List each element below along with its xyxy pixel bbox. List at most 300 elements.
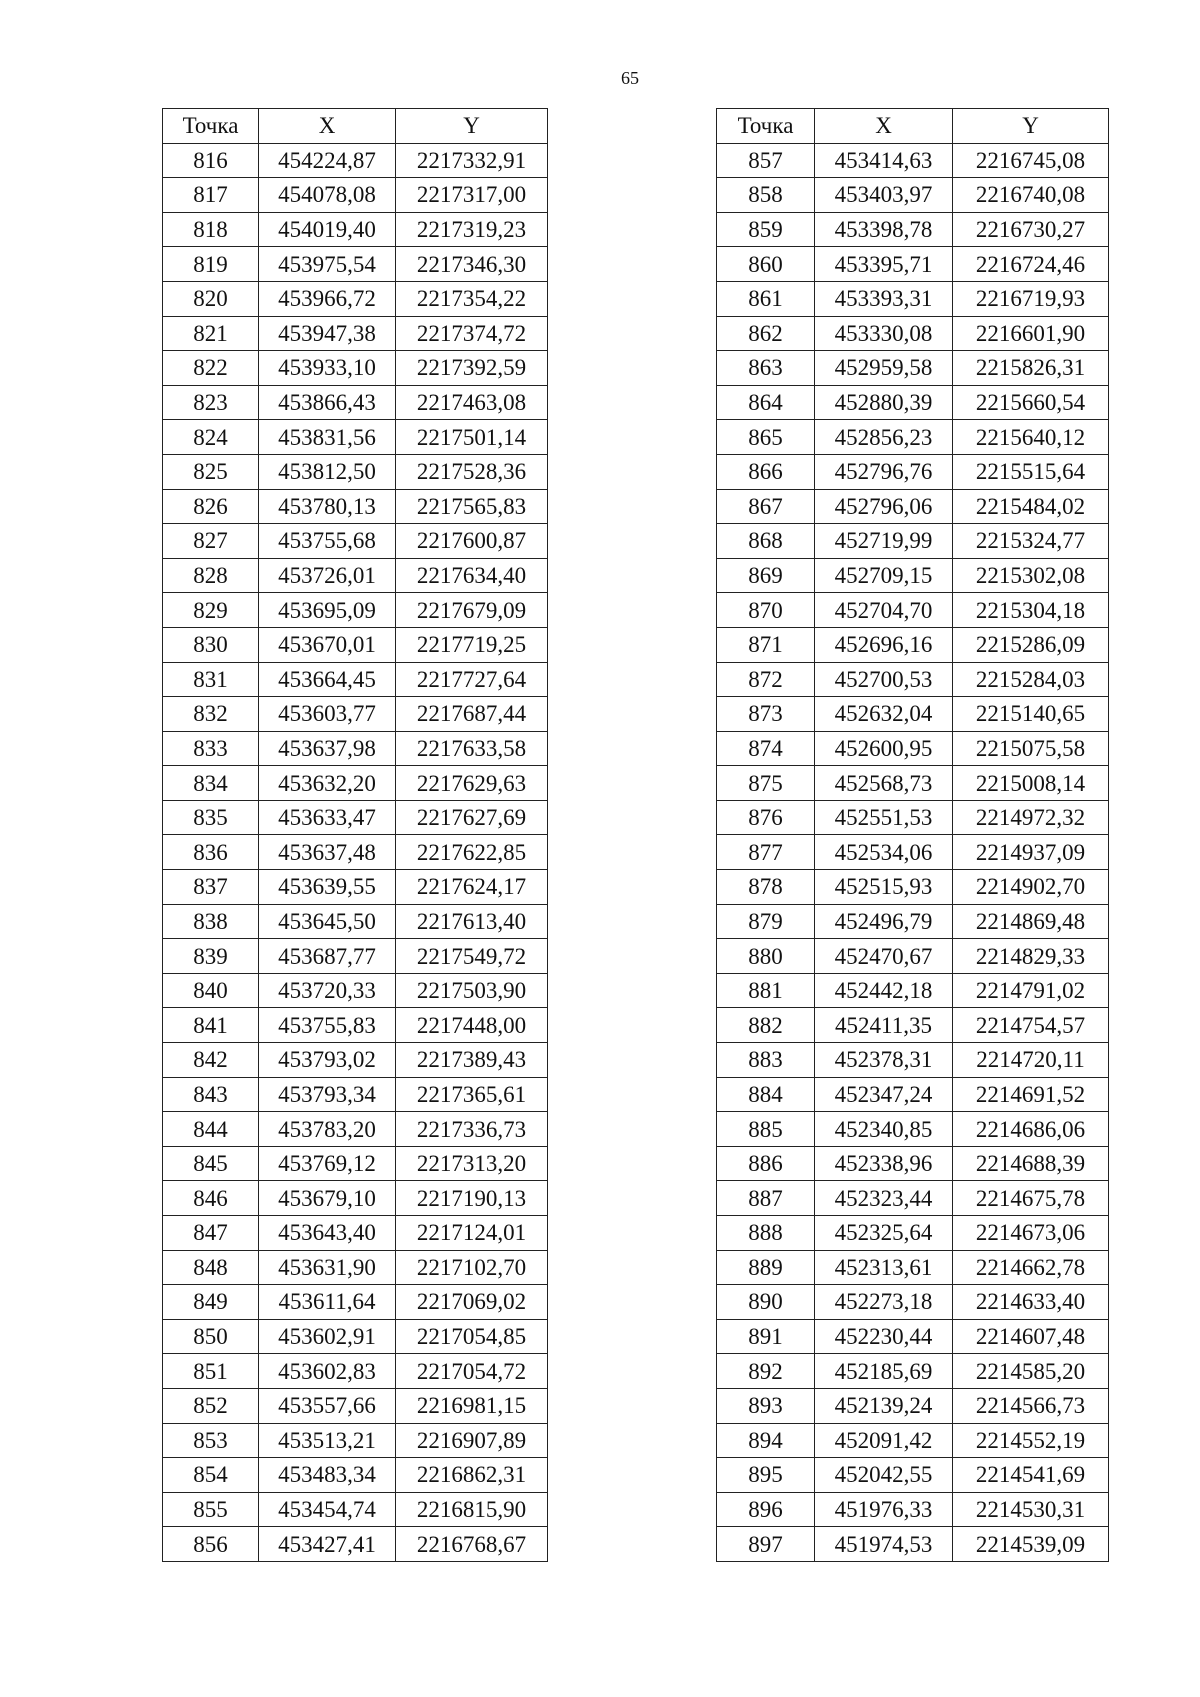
table-row <box>163 904 548 939</box>
cell-point: 847 <box>163 1216 259 1251</box>
table-row <box>163 1077 548 1112</box>
cell-x: 453975,54 <box>259 247 396 282</box>
table-row <box>717 662 1109 697</box>
cell-point: 836 <box>163 835 259 870</box>
cell-y: 2217102,70 <box>396 1250 548 1285</box>
cell-x: 453557,66 <box>259 1388 396 1423</box>
cell-x: 454078,08 <box>259 178 396 213</box>
cell-point: 873 <box>717 697 815 732</box>
cell-x: 453664,45 <box>259 662 396 697</box>
cell-y: 2217600,87 <box>396 524 548 559</box>
cell-y: 2217374,72 <box>396 316 548 351</box>
table-row <box>163 1458 548 1493</box>
cell-y: 2214566,73 <box>953 1388 1109 1423</box>
cell-y: 2215284,03 <box>953 662 1109 697</box>
cell-y: 2214530,31 <box>953 1492 1109 1527</box>
table-header-row <box>717 109 1109 144</box>
cell-y: 2217448,00 <box>396 1008 548 1043</box>
table-row <box>163 1388 548 1423</box>
cell-x: 453414,63 <box>815 143 953 178</box>
table-row <box>717 1527 1109 1562</box>
cell-point: 851 <box>163 1354 259 1389</box>
cell-x: 452959,58 <box>815 351 953 386</box>
cell-x: 452600,95 <box>815 731 953 766</box>
cell-x: 452470,67 <box>815 939 953 974</box>
cell-x: 453513,21 <box>259 1423 396 1458</box>
cell-point: 822 <box>163 351 259 386</box>
table-row <box>717 420 1109 455</box>
cell-y: 2217317,00 <box>396 178 548 213</box>
cell-x: 452313,61 <box>815 1250 953 1285</box>
cell-x: 452568,73 <box>815 766 953 801</box>
cell-y: 2214633,40 <box>953 1285 1109 1320</box>
column-header-y: Y <box>396 109 548 144</box>
table-row <box>163 1319 548 1354</box>
table-row <box>717 1146 1109 1181</box>
table-row <box>163 178 548 213</box>
cell-point: 890 <box>717 1285 815 1320</box>
cell-y: 2215140,65 <box>953 697 1109 732</box>
cell-y: 2217679,09 <box>396 593 548 628</box>
cell-y: 2217069,02 <box>396 1285 548 1320</box>
cell-point: 826 <box>163 489 259 524</box>
table-row <box>717 800 1109 835</box>
cell-point: 838 <box>163 904 259 939</box>
cell-point: 855 <box>163 1492 259 1527</box>
cell-point: 895 <box>717 1458 815 1493</box>
cell-x: 453611,64 <box>259 1285 396 1320</box>
cell-x: 452696,16 <box>815 627 953 662</box>
cell-x: 452325,64 <box>815 1216 953 1251</box>
cell-x: 453395,71 <box>815 247 953 282</box>
cell-x: 452796,76 <box>815 454 953 489</box>
cell-point: 846 <box>163 1181 259 1216</box>
cell-y: 2214691,52 <box>953 1077 1109 1112</box>
cell-point: 878 <box>717 870 815 905</box>
cell-y: 2215075,58 <box>953 731 1109 766</box>
cell-point: 821 <box>163 316 259 351</box>
table-row <box>717 1285 1109 1320</box>
cell-x: 453632,20 <box>259 766 396 801</box>
cell-x: 452551,53 <box>815 800 953 835</box>
cell-x: 453602,91 <box>259 1319 396 1354</box>
cell-point: 867 <box>717 489 815 524</box>
cell-point: 887 <box>717 1181 815 1216</box>
column-header-x: X <box>815 109 953 144</box>
table-row <box>163 593 548 628</box>
cell-point: 871 <box>717 627 815 662</box>
table-row <box>163 939 548 974</box>
cell-y: 2217054,85 <box>396 1319 548 1354</box>
cell-point: 844 <box>163 1112 259 1147</box>
cell-point: 816 <box>163 143 259 178</box>
cell-point: 830 <box>163 627 259 662</box>
table-row <box>717 1492 1109 1527</box>
table-row <box>717 1043 1109 1078</box>
cell-point: 893 <box>717 1388 815 1423</box>
cell-point: 854 <box>163 1458 259 1493</box>
table-row <box>717 697 1109 732</box>
table-row <box>163 420 548 455</box>
table-row <box>163 697 548 732</box>
cell-x: 453947,38 <box>259 316 396 351</box>
table-row <box>163 1216 548 1251</box>
cell-y: 2214754,57 <box>953 1008 1109 1043</box>
cell-y: 2215515,64 <box>953 454 1109 489</box>
table-row <box>717 212 1109 247</box>
cell-y: 2217190,13 <box>396 1181 548 1216</box>
table-row <box>717 627 1109 662</box>
cell-point: 882 <box>717 1008 815 1043</box>
cell-point: 849 <box>163 1285 259 1320</box>
table-row <box>163 1008 548 1043</box>
cell-point: 881 <box>717 973 815 1008</box>
table-row <box>163 800 548 835</box>
table-row <box>163 281 548 316</box>
page-number: 65 <box>621 68 639 88</box>
cell-point: 880 <box>717 939 815 974</box>
cell-y: 2216601,90 <box>953 316 1109 351</box>
cell-point: 872 <box>717 662 815 697</box>
table-row <box>163 454 548 489</box>
cell-x: 452185,69 <box>815 1354 953 1389</box>
cell-x: 453769,12 <box>259 1146 396 1181</box>
cell-y: 2214902,70 <box>953 870 1109 905</box>
cell-y: 2217054,72 <box>396 1354 548 1389</box>
cell-point: 859 <box>717 212 815 247</box>
table-row <box>717 247 1109 282</box>
table-row <box>163 973 548 1008</box>
cell-y: 2216815,90 <box>396 1492 548 1527</box>
table-row <box>163 385 548 420</box>
cell-point: 841 <box>163 1008 259 1043</box>
cell-x: 453687,77 <box>259 939 396 974</box>
cell-y: 2216907,89 <box>396 1423 548 1458</box>
table-row <box>163 627 548 662</box>
cell-y: 2217503,90 <box>396 973 548 1008</box>
table-row <box>717 1077 1109 1112</box>
table-row <box>717 558 1109 593</box>
cell-y: 2217528,36 <box>396 454 548 489</box>
cell-y: 2217336,73 <box>396 1112 548 1147</box>
cell-y: 2214541,69 <box>953 1458 1109 1493</box>
table-row <box>717 385 1109 420</box>
table-row <box>163 212 548 247</box>
cell-x: 454019,40 <box>259 212 396 247</box>
cell-y: 2215286,09 <box>953 627 1109 662</box>
table-row <box>717 351 1109 386</box>
cell-point: 877 <box>717 835 815 870</box>
cell-x: 453639,55 <box>259 870 396 905</box>
table-row <box>163 524 548 559</box>
cell-x: 452796,06 <box>815 489 953 524</box>
cell-y: 2217354,22 <box>396 281 548 316</box>
cell-point: 856 <box>163 1527 259 1562</box>
table-row <box>717 1216 1109 1251</box>
cell-y: 2217346,30 <box>396 247 548 282</box>
cell-y: 2216724,46 <box>953 247 1109 282</box>
cell-y: 2217549,72 <box>396 939 548 974</box>
cell-x: 453966,72 <box>259 281 396 316</box>
cell-y: 2217319,23 <box>396 212 548 247</box>
cell-y: 2216862,31 <box>396 1458 548 1493</box>
table-row <box>163 662 548 697</box>
cell-point: 884 <box>717 1077 815 1112</box>
coordinates-table-right <box>716 108 1109 1562</box>
cell-y: 2217332,91 <box>396 143 548 178</box>
table-row <box>163 351 548 386</box>
cell-point: 861 <box>717 281 815 316</box>
cell-x: 453679,10 <box>259 1181 396 1216</box>
table-row <box>717 1423 1109 1458</box>
cell-x: 453695,09 <box>259 593 396 628</box>
cell-y: 2215826,31 <box>953 351 1109 386</box>
cell-point: 853 <box>163 1423 259 1458</box>
cell-point: 892 <box>717 1354 815 1389</box>
cell-point: 875 <box>717 766 815 801</box>
table-row <box>717 1319 1109 1354</box>
cell-point: 868 <box>717 524 815 559</box>
column-header-y: Y <box>953 109 1109 144</box>
cell-y: 2217313,20 <box>396 1146 548 1181</box>
cell-point: 819 <box>163 247 259 282</box>
table-row <box>717 143 1109 178</box>
cell-x: 452378,31 <box>815 1043 953 1078</box>
cell-x: 452709,15 <box>815 558 953 593</box>
table-row <box>163 247 548 282</box>
cell-point: 886 <box>717 1146 815 1181</box>
table-row <box>717 1008 1109 1043</box>
cell-point: 824 <box>163 420 259 455</box>
cell-y: 2214673,06 <box>953 1216 1109 1251</box>
cell-x: 452700,53 <box>815 662 953 697</box>
cell-x: 453330,08 <box>815 316 953 351</box>
cell-point: 863 <box>717 351 815 386</box>
cell-x: 453645,50 <box>259 904 396 939</box>
cell-y: 2215640,12 <box>953 420 1109 455</box>
table-row <box>717 1250 1109 1285</box>
cell-y: 2214585,20 <box>953 1354 1109 1389</box>
cell-point: 889 <box>717 1250 815 1285</box>
cell-y: 2217501,14 <box>396 420 548 455</box>
table-row <box>717 316 1109 351</box>
cell-point: 885 <box>717 1112 815 1147</box>
cell-y: 2214607,48 <box>953 1319 1109 1354</box>
cell-x: 453755,68 <box>259 524 396 559</box>
table-row <box>163 1043 548 1078</box>
cell-x: 453637,48 <box>259 835 396 870</box>
cell-point: 820 <box>163 281 259 316</box>
cell-point: 857 <box>717 143 815 178</box>
cell-x: 453637,98 <box>259 731 396 766</box>
cell-x: 453780,13 <box>259 489 396 524</box>
cell-x: 453633,47 <box>259 800 396 835</box>
cell-y: 2215324,77 <box>953 524 1109 559</box>
table-row <box>717 1112 1109 1147</box>
cell-x: 453831,56 <box>259 420 396 455</box>
cell-x: 452856,23 <box>815 420 953 455</box>
cell-point: 860 <box>717 247 815 282</box>
table-row <box>717 593 1109 628</box>
cell-y: 2214829,33 <box>953 939 1109 974</box>
cell-x: 452273,18 <box>815 1285 953 1320</box>
cell-x: 452880,39 <box>815 385 953 420</box>
cell-y: 2217624,17 <box>396 870 548 905</box>
cell-x: 453427,41 <box>259 1527 396 1562</box>
cell-point: 876 <box>717 800 815 835</box>
cell-point: 845 <box>163 1146 259 1181</box>
cell-y: 2214720,11 <box>953 1043 1109 1078</box>
cell-y: 2217565,83 <box>396 489 548 524</box>
cell-x: 453643,40 <box>259 1216 396 1251</box>
cell-x: 453793,02 <box>259 1043 396 1078</box>
cell-y: 2215484,02 <box>953 489 1109 524</box>
cell-x: 452704,70 <box>815 593 953 628</box>
table-row <box>163 316 548 351</box>
cell-point: 862 <box>717 316 815 351</box>
cell-x: 452323,44 <box>815 1181 953 1216</box>
cell-point: 865 <box>717 420 815 455</box>
cell-x: 452442,18 <box>815 973 953 1008</box>
cell-x: 453720,33 <box>259 973 396 1008</box>
cell-x: 453602,83 <box>259 1354 396 1389</box>
table-row <box>717 524 1109 559</box>
cell-x: 453812,50 <box>259 454 396 489</box>
cell-point: 829 <box>163 593 259 628</box>
cell-y: 2217627,69 <box>396 800 548 835</box>
cell-y: 2214686,06 <box>953 1112 1109 1147</box>
cell-y: 2217365,61 <box>396 1077 548 1112</box>
cell-point: 870 <box>717 593 815 628</box>
cell-point: 823 <box>163 385 259 420</box>
cell-x: 453755,83 <box>259 1008 396 1043</box>
cell-x: 452042,55 <box>815 1458 953 1493</box>
cell-point: 888 <box>717 1216 815 1251</box>
table-row <box>717 1458 1109 1493</box>
table-row <box>163 731 548 766</box>
cell-point: 835 <box>163 800 259 835</box>
table-row <box>717 939 1109 974</box>
cell-x: 452338,96 <box>815 1146 953 1181</box>
coordinates-table-left <box>162 108 548 1562</box>
table-row <box>163 1146 548 1181</box>
cell-x: 452340,85 <box>815 1112 953 1147</box>
cell-x: 453793,34 <box>259 1077 396 1112</box>
table-row <box>163 835 548 870</box>
cell-x: 452411,35 <box>815 1008 953 1043</box>
table-row <box>717 1388 1109 1423</box>
cell-y: 2216745,08 <box>953 143 1109 178</box>
cell-point: 858 <box>717 178 815 213</box>
cell-point: 869 <box>717 558 815 593</box>
cell-x: 452534,06 <box>815 835 953 870</box>
table-row <box>717 178 1109 213</box>
table-row <box>717 489 1109 524</box>
cell-point: 879 <box>717 904 815 939</box>
cell-y: 2215302,08 <box>953 558 1109 593</box>
cell-y: 2214539,09 <box>953 1527 1109 1562</box>
cell-y: 2214869,48 <box>953 904 1109 939</box>
cell-y: 2216740,08 <box>953 178 1109 213</box>
cell-x: 452347,24 <box>815 1077 953 1112</box>
table-row <box>717 766 1109 801</box>
cell-y: 2214688,39 <box>953 1146 1109 1181</box>
cell-y: 2217634,40 <box>396 558 548 593</box>
cell-y: 2215008,14 <box>953 766 1109 801</box>
cell-y: 2217124,01 <box>396 1216 548 1251</box>
cell-point: 817 <box>163 178 259 213</box>
table-row <box>163 766 548 801</box>
column-header-x: X <box>259 109 396 144</box>
table-header-row <box>163 109 548 144</box>
cell-x: 452091,42 <box>815 1423 953 1458</box>
table-row <box>163 1354 548 1389</box>
table-row <box>717 1181 1109 1216</box>
cell-x: 453866,43 <box>259 385 396 420</box>
cell-y: 2214937,09 <box>953 835 1109 870</box>
cell-y: 2217613,40 <box>396 904 548 939</box>
cell-x: 453393,31 <box>815 281 953 316</box>
cell-point: 874 <box>717 731 815 766</box>
cell-y: 2215304,18 <box>953 593 1109 628</box>
cell-point: 837 <box>163 870 259 905</box>
cell-x: 453403,97 <box>815 178 953 213</box>
cell-point: 864 <box>717 385 815 420</box>
cell-point: 831 <box>163 662 259 697</box>
table-row <box>163 143 548 178</box>
cell-point: 839 <box>163 939 259 974</box>
cell-x: 454224,87 <box>259 143 396 178</box>
cell-y: 2216730,27 <box>953 212 1109 247</box>
cell-y: 2215660,54 <box>953 385 1109 420</box>
cell-y: 2217687,44 <box>396 697 548 732</box>
cell-y: 2214552,19 <box>953 1423 1109 1458</box>
table-row <box>717 904 1109 939</box>
table-row <box>717 870 1109 905</box>
cell-x: 451976,33 <box>815 1492 953 1527</box>
cell-x: 453483,34 <box>259 1458 396 1493</box>
cell-point: 833 <box>163 731 259 766</box>
cell-y: 2217622,85 <box>396 835 548 870</box>
cell-y: 2217633,58 <box>396 731 548 766</box>
table-row <box>163 1112 548 1147</box>
cell-point: 825 <box>163 454 259 489</box>
cell-point: 894 <box>717 1423 815 1458</box>
table-row <box>717 454 1109 489</box>
cell-y: 2217389,43 <box>396 1043 548 1078</box>
cell-y: 2214972,32 <box>953 800 1109 835</box>
cell-y: 2217463,08 <box>396 385 548 420</box>
table-row <box>163 870 548 905</box>
cell-point: 850 <box>163 1319 259 1354</box>
cell-x: 452632,04 <box>815 697 953 732</box>
cell-point: 848 <box>163 1250 259 1285</box>
cell-point: 843 <box>163 1077 259 1112</box>
cell-point: 866 <box>717 454 815 489</box>
cell-point: 840 <box>163 973 259 1008</box>
cell-y: 2217392,59 <box>396 351 548 386</box>
table-row <box>163 1423 548 1458</box>
cell-x: 453670,01 <box>259 627 396 662</box>
cell-point: 828 <box>163 558 259 593</box>
cell-y: 2214662,78 <box>953 1250 1109 1285</box>
cell-x: 452719,99 <box>815 524 953 559</box>
cell-x: 452496,79 <box>815 904 953 939</box>
table-row <box>163 489 548 524</box>
table-row <box>717 731 1109 766</box>
cell-point: 818 <box>163 212 259 247</box>
cell-y: 2216768,67 <box>396 1527 548 1562</box>
